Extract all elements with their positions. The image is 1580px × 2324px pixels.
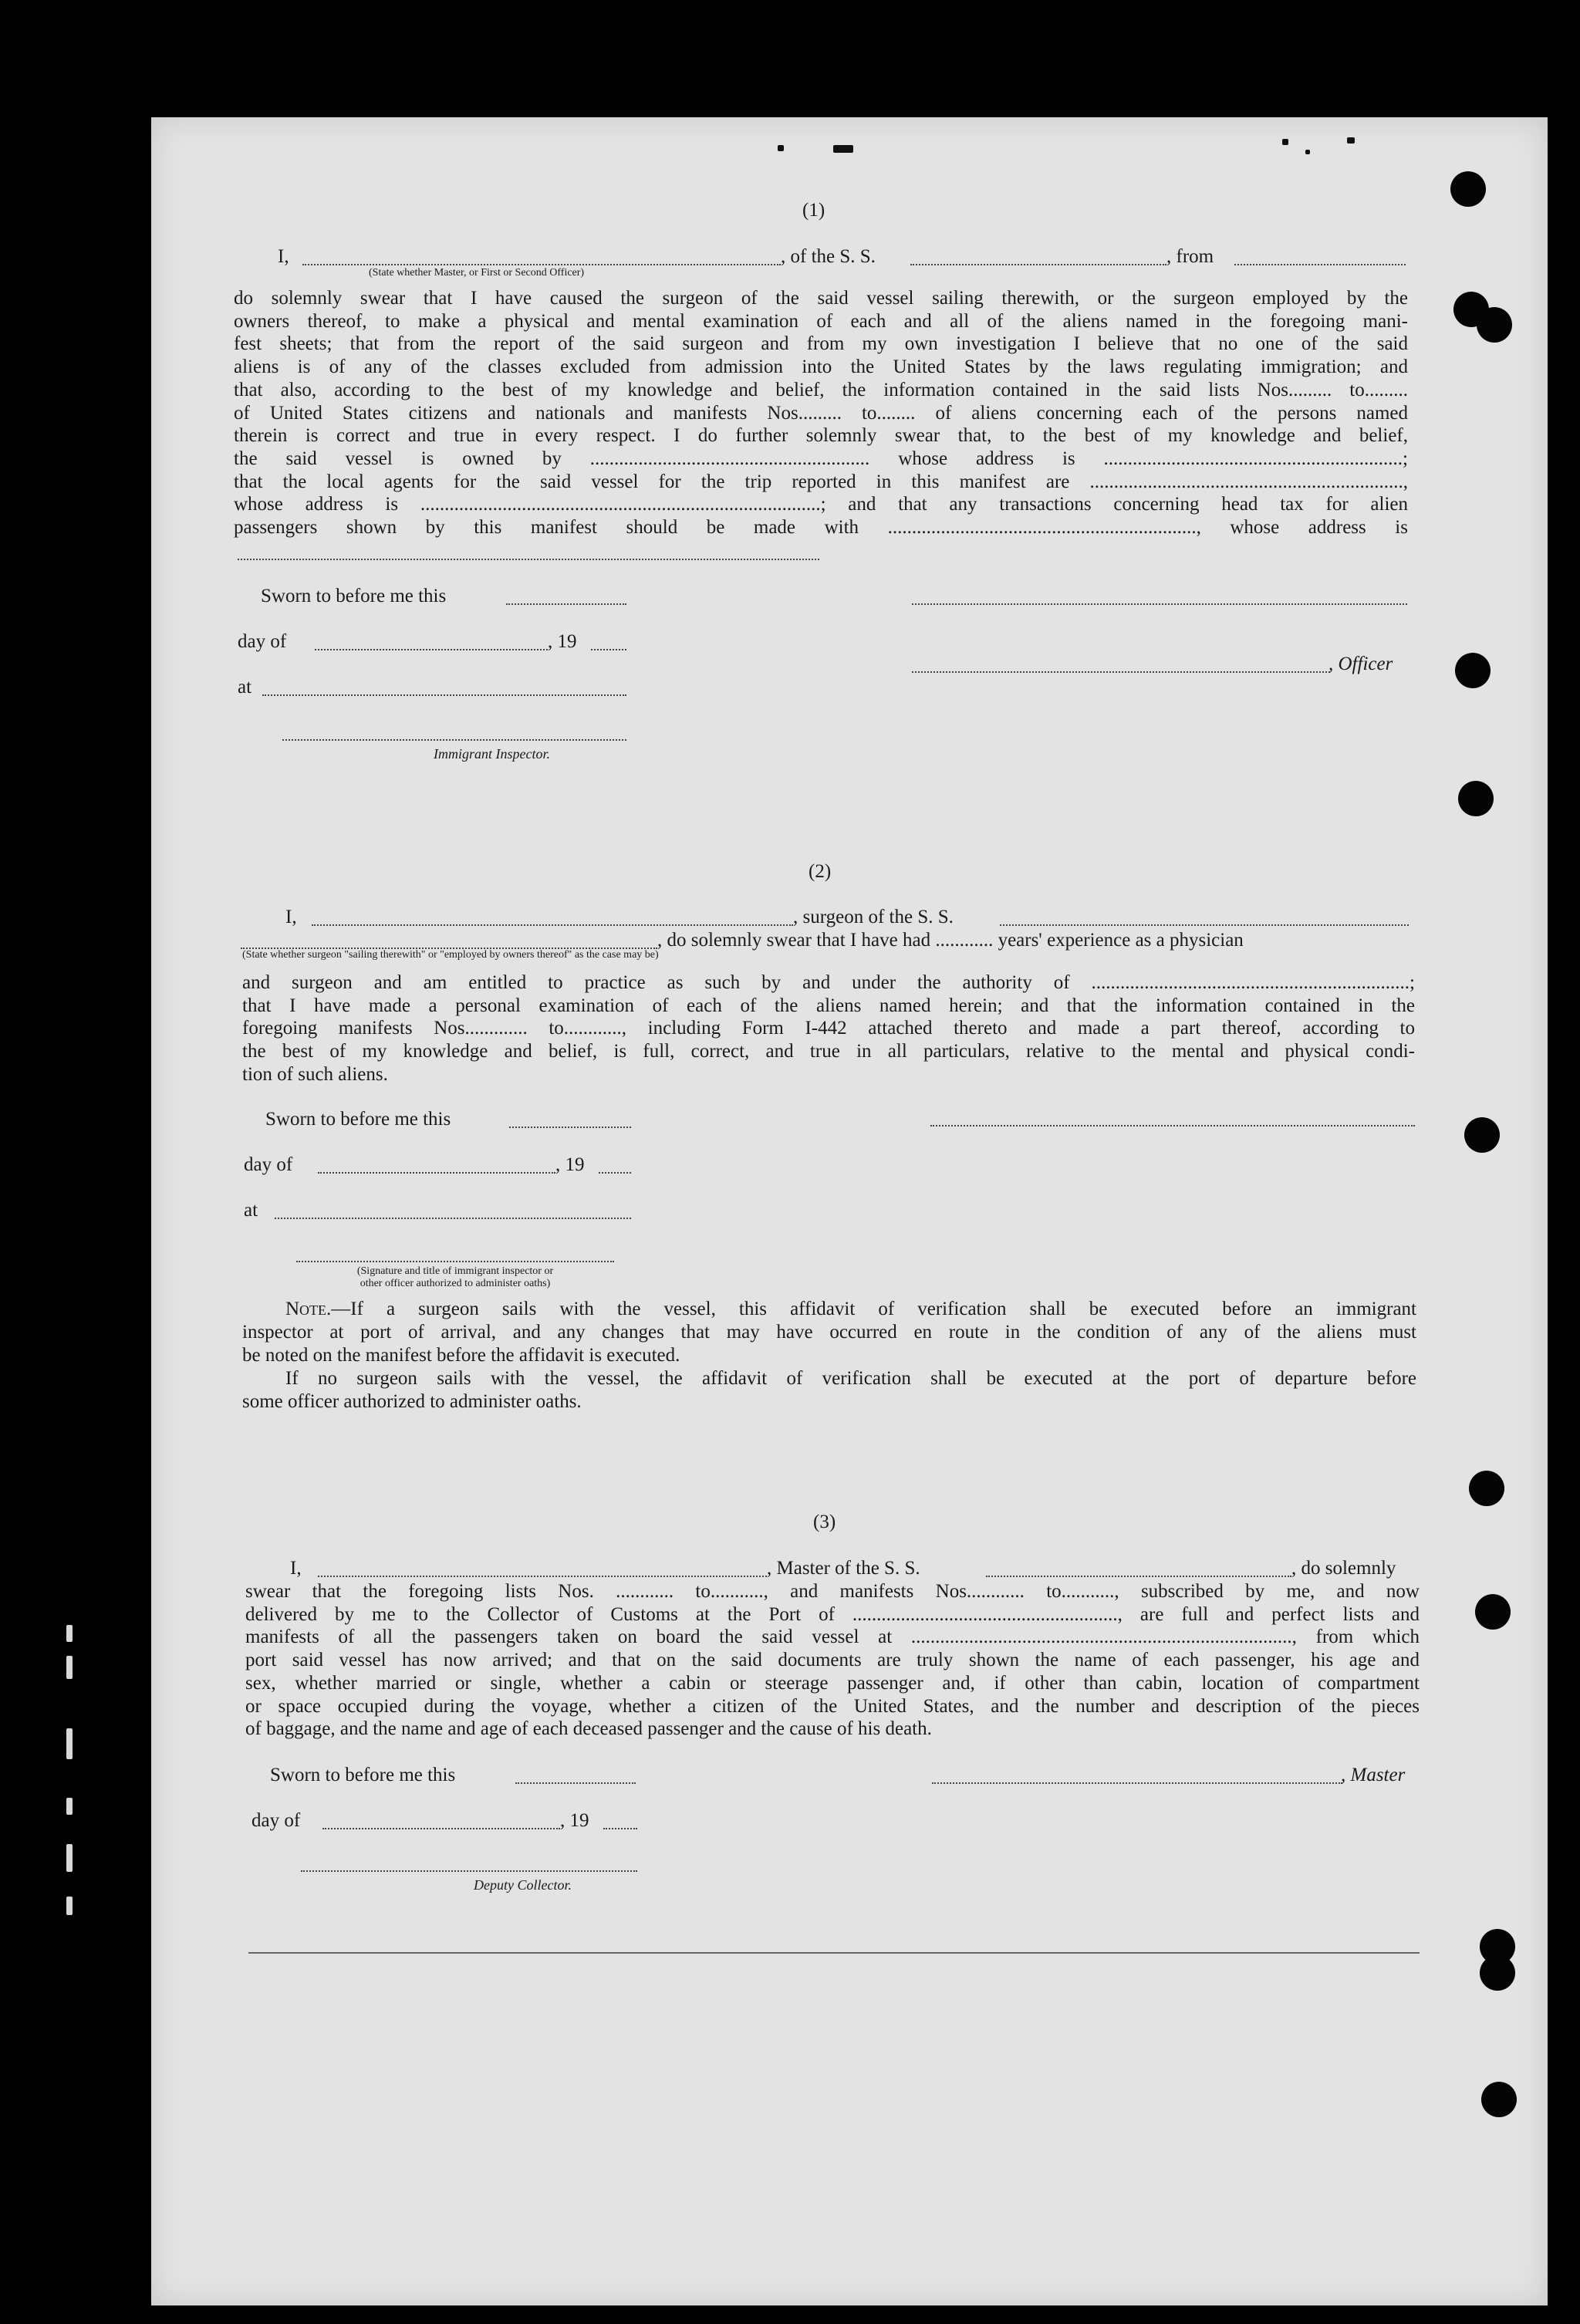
oath-line: port said vessel has now arrived; and that on the said documents are truly shown the name of each passenger, his age and bbox=[245, 1650, 1420, 1671]
punch-hole bbox=[1480, 1955, 1515, 1991]
officer-label: , Officer bbox=[1328, 654, 1393, 674]
sworn-date-field[interactable] bbox=[506, 603, 626, 605]
binding-mark bbox=[66, 1625, 73, 1642]
note-2-last: some officer authorized to administer oaths. bbox=[242, 1391, 582, 1412]
day-of-field[interactable] bbox=[318, 1172, 555, 1174]
note-2-line: If no surgeon sails with the vessel, the affidavit of verification shall be executed at the port of departure before bbox=[285, 1368, 1416, 1389]
collector-signature-line[interactable] bbox=[301, 1870, 637, 1872]
binding-mark bbox=[66, 1656, 73, 1679]
note-label: Note. bbox=[285, 1299, 332, 1319]
oath-line-last: of baggage, and the name and age of each deceased passenger and the cause of his death. bbox=[245, 1718, 932, 1739]
section-3-i: I, bbox=[290, 1558, 302, 1579]
section-2-oath-text bbox=[242, 971, 1415, 1063]
oath-line: owners thereof, to make a physical and mental examination of each and all of the aliens named in the foregoing mani- bbox=[234, 310, 1408, 332]
oath-line: whose address is ...................................................................................; and that any transactions concerning head tax for alien bbox=[234, 494, 1408, 515]
oath-line: that also, according to the best of my knowledge and belief, the information contained in the said lists Nos......... to......... bbox=[234, 379, 1408, 400]
punch-hole bbox=[1475, 1594, 1511, 1630]
master-vessel-field[interactable] bbox=[986, 1576, 1291, 1577]
oath-line: manifests of all the passengers taken on board the said vessel at ..............................................................................., from which bbox=[245, 1626, 1420, 1648]
day-of-label: day of bbox=[244, 1154, 293, 1175]
scan-speck bbox=[1347, 137, 1355, 144]
note-line-last: be noted on the manifest before the affidavit is executed. bbox=[242, 1345, 680, 1366]
section-2-i: I, bbox=[285, 907, 297, 927]
punch-hole bbox=[1458, 781, 1494, 816]
oath-line: that I have made a personal examination of each of the aliens named herein; and that the information contained in the bbox=[242, 995, 1415, 1016]
oath-line: fest sheets; that from the report of the said surgeon and from my own investigation I believe that no one of the said bbox=[234, 333, 1408, 355]
section-1-number: (1) bbox=[802, 200, 825, 221]
section-2-number: (2) bbox=[809, 861, 832, 882]
punch-hole bbox=[1481, 2082, 1517, 2117]
officer-rank-note: (State whether Master, or First or Second Officer) bbox=[369, 267, 585, 279]
from-port-field[interactable] bbox=[1234, 264, 1406, 265]
punch-hole bbox=[1477, 307, 1512, 343]
oath-line: foregoing manifests Nos............. to............, including Form I-442 attached thereto and made a part thereof, according to bbox=[242, 1018, 1415, 1039]
binding-mark bbox=[66, 1844, 73, 1872]
section-1-i: I, bbox=[278, 246, 289, 267]
oath-line-last: tion of such aliens. bbox=[242, 1064, 388, 1085]
of-ss-label: , of the S. S. bbox=[781, 246, 876, 267]
do-solemnly-label: , do solemnly bbox=[1291, 1558, 1396, 1579]
day-of-label: day of bbox=[238, 631, 287, 652]
oath-line: the best of my knowledge and belief, is full, correct, and true in all particulars, relative to the mental and physical condi- bbox=[242, 1041, 1415, 1062]
oath-line: sex, whether married or single, whether a cabin or steerage passenger and, if other than cabin, location of compartment bbox=[245, 1672, 1420, 1694]
inspector-signature-line[interactable] bbox=[282, 739, 626, 741]
scan-speck bbox=[833, 145, 853, 153]
scan-speck bbox=[778, 145, 784, 151]
binding-mark bbox=[66, 1897, 73, 1915]
punch-hole bbox=[1455, 653, 1491, 688]
punch-hole bbox=[1464, 1117, 1500, 1153]
punch-hole bbox=[1469, 1471, 1504, 1506]
year-field[interactable] bbox=[603, 1828, 637, 1829]
oath-line: or space occupied during the voyage, whether a citizen of the United States, and the number and description of the pieces bbox=[245, 1695, 1420, 1717]
bottom-rule bbox=[248, 1952, 1420, 1954]
day-of-field[interactable] bbox=[322, 1828, 560, 1829]
day-of-field[interactable] bbox=[315, 649, 548, 650]
inspector-label: Immigrant Inspector. bbox=[434, 746, 550, 762]
sworn-date-field[interactable] bbox=[509, 1127, 631, 1128]
agent-address-field[interactable] bbox=[238, 559, 819, 560]
section-3-oath-text bbox=[245, 1580, 1420, 1718]
surgeon-signature-line[interactable] bbox=[930, 1125, 1415, 1127]
scan-speck bbox=[1305, 150, 1310, 154]
year-field[interactable] bbox=[599, 1172, 631, 1174]
oath-line: swear that the foregoing lists Nos. ............ to..........., and manifests Nos............ to..........., subscribed by me, and now bbox=[245, 1581, 1420, 1602]
officer-name-field[interactable] bbox=[302, 264, 781, 265]
at-field[interactable] bbox=[262, 694, 626, 696]
master-label: , Master bbox=[1341, 1765, 1406, 1785]
year-field[interactable] bbox=[591, 649, 626, 650]
oath-line: of United States citizens and nationals and manifests Nos......... to........ of aliens concerning each of the persons named bbox=[234, 402, 1408, 424]
oath-line: do solemnly swear that I have caused the surgeon of the said vessel sailing therewith, or the surgeon employed by the bbox=[234, 288, 1408, 309]
at-field[interactable] bbox=[275, 1218, 631, 1219]
at-label: at bbox=[244, 1200, 258, 1221]
oath-line: and surgeon and am entitled to practice as such by and under the authority of ..................................................................; bbox=[242, 972, 1415, 993]
note-paragraph bbox=[242, 1298, 1416, 1343]
sworn-label: Sworn to before me this bbox=[265, 1109, 451, 1130]
vessel-name-field[interactable] bbox=[910, 264, 1166, 265]
sworn-label: Sworn to before me this bbox=[261, 586, 447, 606]
master-name-field[interactable] bbox=[318, 1576, 767, 1577]
officer-title-line[interactable] bbox=[912, 671, 1330, 673]
collector-label: Deputy Collector. bbox=[474, 1877, 572, 1893]
from-label: , from bbox=[1166, 246, 1214, 267]
year-label: , 19 bbox=[555, 1154, 585, 1175]
signature-note: (Signature and title of immigrant inspector or other officer authorized to administer oaths) bbox=[356, 1265, 554, 1289]
punch-hole bbox=[1450, 171, 1486, 207]
officer-signature-line[interactable] bbox=[912, 603, 1407, 605]
day-of-label: day of bbox=[252, 1810, 301, 1831]
section-3-number: (3) bbox=[813, 1512, 836, 1532]
year-label: , 19 bbox=[560, 1810, 589, 1831]
surgeon-name-field[interactable] bbox=[312, 924, 793, 926]
surgeon-of-label: , surgeon of the S. S. bbox=[793, 907, 954, 927]
master-of-label: , Master of the S. S. bbox=[767, 1558, 920, 1579]
sworn-label: Sworn to before me this bbox=[270, 1765, 456, 1785]
oath-line: delivered by me to the Collector of Customs at the Port of ......................................................., are full and perfect lists and bbox=[245, 1603, 1420, 1625]
note-line: inspector at port of arrival, and any changes that may have occurred en route in the condition of any of the aliens must bbox=[242, 1321, 1416, 1343]
section-1-oath-text bbox=[234, 287, 1408, 539]
note-2-paragraph bbox=[242, 1367, 1416, 1390]
note-text: —If a surgeon sails with the vessel, this affidavit of verification shall be executed before an immigrant bbox=[331, 1299, 1416, 1319]
master-signature-line[interactable] bbox=[932, 1782, 1342, 1784]
oath-line: therein is correct and true in every respect. I do further solemnly swear that, to the best of my knowledge and belief, bbox=[234, 425, 1408, 447]
oath-officer-signature-line[interactable] bbox=[296, 1261, 614, 1262]
binding-mark bbox=[66, 1728, 73, 1759]
oath-line: aliens is of any of the classes excluded from admission into the United States by the laws regulating immigration; and bbox=[234, 356, 1408, 378]
scan-speck bbox=[1282, 139, 1288, 145]
at-label: at bbox=[238, 677, 252, 698]
year-label: , 19 bbox=[548, 631, 577, 652]
binding-mark bbox=[66, 1798, 73, 1815]
oath-line: the said vessel is owned by .......................................................... whose address is ..............................................................; bbox=[234, 448, 1408, 469]
oath-line: passengers shown by this manifest should be made with ................................................................, whose address is bbox=[234, 517, 1408, 539]
surgeon-type-note: (State whether surgeon "sailing therewith" or "employed by owners thereof" as the case may be) bbox=[242, 949, 659, 961]
surgeon-experience-text: , do solemnly swear that I have had ............ years' experience as a physician bbox=[657, 930, 1244, 951]
surgeon-vessel-field[interactable] bbox=[1000, 924, 1409, 926]
oath-line: that the local agents for the said vessel for the trip reported in this manifest are ................................................................., bbox=[234, 471, 1408, 492]
sworn-date-field[interactable] bbox=[515, 1782, 636, 1784]
